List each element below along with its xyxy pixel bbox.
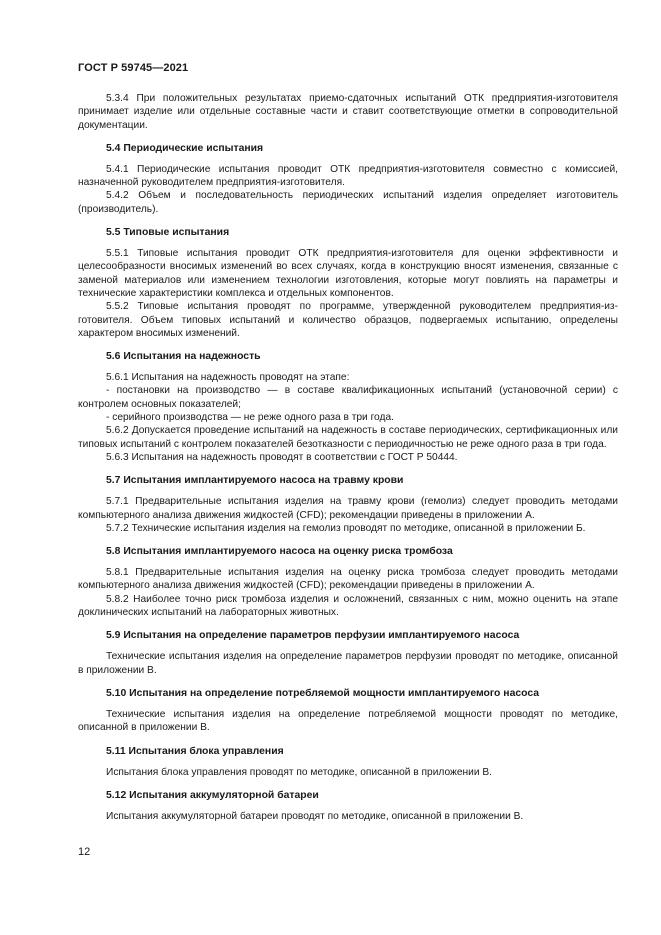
paragraph: 5.5.2 Типовые испытания проводят по программе, утвержденной руководителем предприятия-изготовителя. Объем типовых испытаний и количество образцов, подвергаемых испытанию, определены характером вносимых изменений. — [78, 301, 618, 339]
paragraph: 5.7.1 Предварительные испытания изделия на травму крови (гемолиз) следует проводить методами компьютерного анализа движения жидкостей (CFD); рекомендации приведены в приложении А. — [78, 496, 618, 521]
paragraph: 5.5.1 Типовые испытания проводит ОТК предприятия-изготовителя для оценки эффективности и целесообразности вносимых изменений во всех случаях, когда в конструкцию вносят изменения, связанные с заменой материалов или изменением технологии изготовления, которые могут повлиять на параметры и технические характеристики комплекса и отдельных компонентов. — [78, 248, 618, 299]
page-number: 12 — [78, 846, 91, 858]
section-heading: 5.6 Испытания на надежность — [106, 351, 261, 363]
paragraph: 5.6.3 Испытания на надежность проводят в соответствии с ГОСТ Р 50444. — [106, 451, 458, 463]
section-heading: 5.10 Испытания на определение потребляемой мощности имплантируемого насоса — [106, 687, 540, 699]
section-heading: 5.8 Испытания имплантируемого насоса на оценку риска тромбоза — [106, 546, 453, 558]
paragraph: 5.4.1 Периодические испытания проводит ОТК предприятия-изготовителя совместно с комиссией, назначенной руководителем предприятия-изготовителя. — [78, 163, 618, 189]
paragraph: 5.3.4 При положительных результатах приемо-сдаточных испытаний ОТК предприятия-изготовителя принимает изделие или отдельные составные части и ставит соответствующие отметки в сопроводительной документации. — [78, 93, 618, 131]
paragraph: Технические испытания изделия на определение потребляемой мощности проводят по методике, описанной в приложении В. — [78, 708, 618, 734]
paragraph: 5.4.2 Объем и последовательность периодических испытаний изделия определяет изготовитель (производитель). — [78, 190, 618, 215]
section-heading: 5.5 Типовые испытания — [106, 227, 230, 239]
paragraph: Испытания блока управления проводят по методике, описанной в приложении В. — [106, 766, 492, 778]
paragraph: Испытания аккумуляторной батареи проводят по методике, описанной в приложении В. — [106, 810, 524, 822]
paragraph: 5.8.1 Предварительные испытания изделия на оценку риска тромбоза следует проводить методами компьютерного анализа движения жидкостей (CFD); рекомендации приведены в приложении А. — [78, 567, 618, 592]
paragraph: 5.6.1 Испытания на надежность проводят на этапе: — [106, 372, 350, 384]
section-heading: 5.11 Испытания блока управления — [106, 745, 284, 757]
paragraph: 5.7.2 Технические испытания изделия на гемолиз проводят по методике, описанной в приложении Б. — [106, 522, 586, 534]
paragraph: - постановки на производство — в составе квалификационных испытаний (установочной серии) с контролем основных показателей; — [78, 385, 618, 410]
section-heading: 5.4 Периодические испытания — [106, 142, 264, 154]
section-heading: 5.7 Испытания имплантируемого насоса на травму крови — [106, 475, 404, 487]
paragraph: - серийного производства — не реже одного раза в три года. — [106, 412, 394, 424]
document-header: ГОСТ Р 59745—2021 — [78, 62, 189, 74]
paragraph: Технические испытания изделия на определение параметров перфузии проводят по методике, описанной в приложении В. — [78, 651, 618, 676]
paragraph: 5.8.2 Наиболее точно риск тромбоза изделия и осложнений, связанных с ним, можно оценить на этапе доклинических испытаний на лабораторных животных. — [78, 593, 618, 619]
section-heading: 5.12 Испытания аккумуляторной батареи — [106, 789, 319, 801]
section-heading: 5.9 Испытания на определение параметров перфузии имплантируемого насоса — [106, 630, 520, 642]
paragraph: 5.6.2 Допускается проведение испытаний на надежность в составе периодических, сертификационных или типовых испытаний с контролем показателей безотказности с периодичностью не реже одного раза в три года. — [78, 425, 618, 450]
document-body — [78, 92, 618, 823]
